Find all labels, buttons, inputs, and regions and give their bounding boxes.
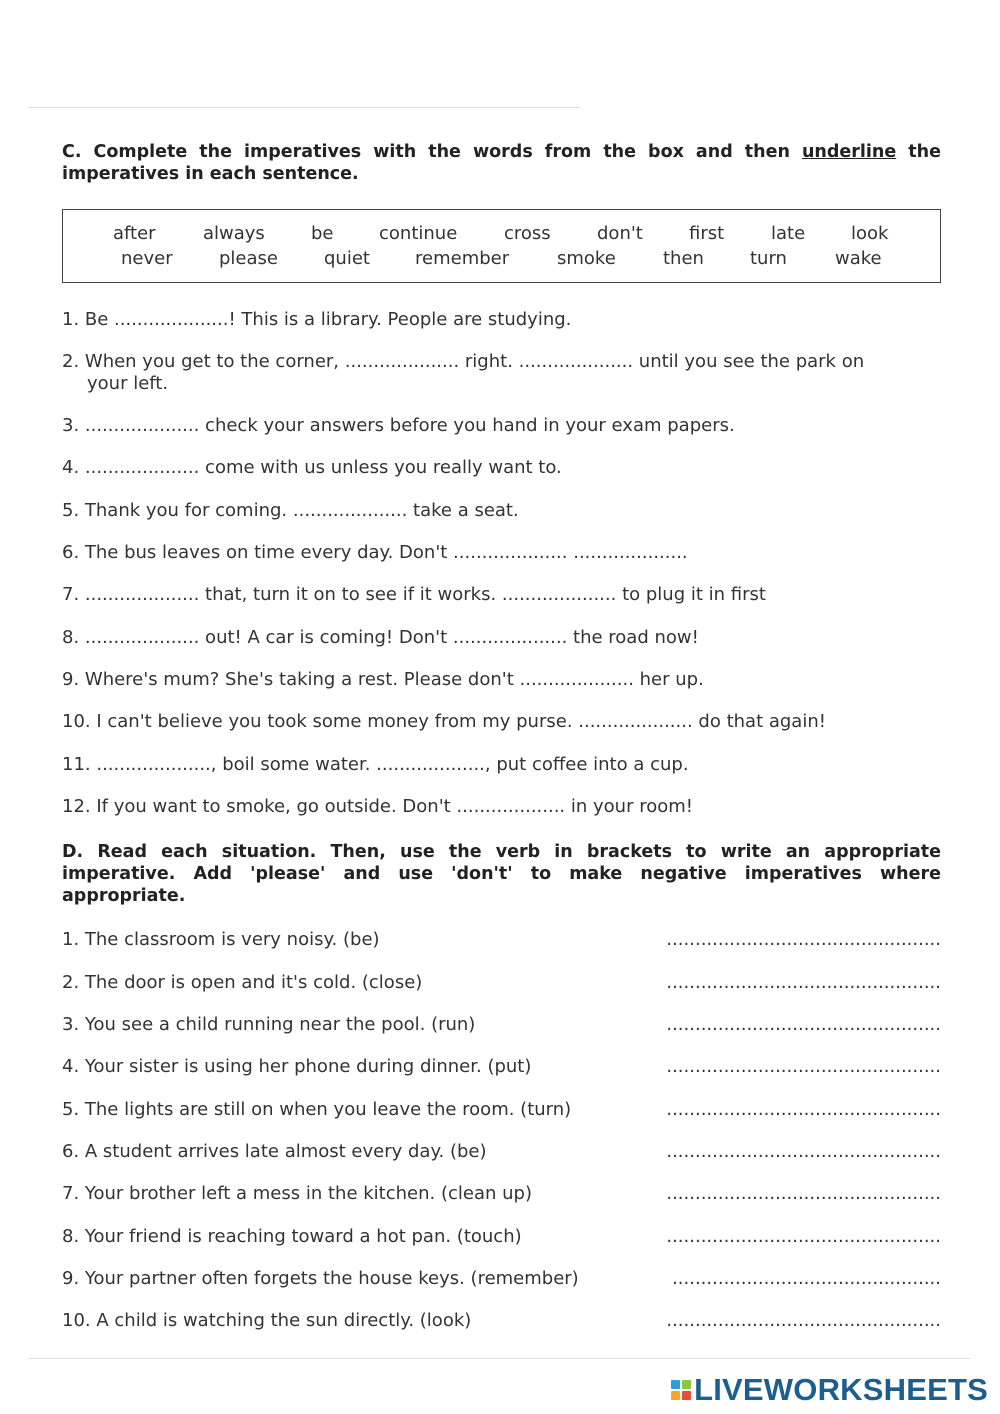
exercise-c-item: 1. Be ....................! This is a library. People are studying.: [62, 309, 572, 330]
answer-line[interactable]: ................................................: [666, 1183, 941, 1204]
logo-square: [682, 1391, 691, 1400]
answer-line[interactable]: ................................................: [666, 1099, 941, 1120]
word-box-word: be: [311, 223, 334, 244]
answer-line[interactable]: ...............................................: [672, 1268, 941, 1289]
answer-line[interactable]: ................................................: [666, 1141, 941, 1162]
word-box-word: late: [771, 223, 806, 244]
exercise-d-item: 5. The lights are still on when you leave the room. (turn): [62, 1099, 572, 1120]
exercise-d-item: 6. A student arrives late almost every day. (be): [62, 1141, 487, 1162]
logo-square: [682, 1380, 691, 1389]
word-box-word: look: [851, 223, 889, 244]
logo-text: LIVEWORKSHEETS: [694, 1372, 988, 1407]
exercise-d-item: 10. A child is watching the sun directly. (look): [62, 1310, 472, 1331]
answer-line[interactable]: ................................................: [666, 929, 941, 950]
exercise-c-item: 5. Thank you for coming. .................... take a seat.: [62, 500, 519, 521]
word-box-row-2: [63, 248, 940, 272]
word-box-word: smoke: [557, 248, 616, 269]
logo-square: [671, 1380, 680, 1389]
section-c-instruction: [62, 141, 941, 185]
section-c-instruction-post: the imperatives in each sentence.: [62, 142, 941, 184]
word-box-word: always: [203, 223, 265, 244]
answer-line[interactable]: ................................................: [666, 1014, 941, 1035]
exercise-c-item: 11. ...................., boil some water. ..................., put coffee into a cup.: [62, 754, 689, 775]
word-box-word: continue: [379, 223, 458, 244]
word-box-word: never: [121, 248, 173, 269]
exercise-c-item: 6. The bus leaves on time every day. Don't .................... ....................: [62, 542, 688, 563]
word-box-word: remember: [415, 248, 510, 269]
word-box-word: quiet: [324, 248, 370, 269]
answer-line[interactable]: ................................................: [666, 1056, 941, 1077]
exercise-c-item: [62, 351, 942, 395]
section-c-instruction-underlined: underline: [801, 142, 897, 162]
exercise-c-item-2-line-1: 2. When you get to the corner, .................... right. .................... until you see the park on: [62, 351, 865, 372]
exercise-d-item: 4. Your sister is using her phone during dinner. (put): [62, 1056, 532, 1077]
bottom-divider: [28, 1358, 970, 1359]
exercise-d-item: 7. Your brother left a mess in the kitchen. (clean up): [62, 1183, 532, 1204]
word-box-row-1: [63, 223, 940, 247]
answer-line[interactable]: ................................................: [666, 972, 941, 993]
word-box-word: after: [113, 223, 156, 244]
logo-square: [671, 1391, 680, 1400]
exercise-c-item: 9. Where's mum? She's taking a rest. Please don't .................... her up.: [62, 669, 704, 690]
exercise-c-item: 12. If you want to smoke, go outside. Don't ................... in your room!: [62, 796, 693, 817]
word-box-word: wake: [835, 248, 882, 269]
section-c-instruction-pre: C. Complete the imperatives with the words from the box and then: [62, 142, 802, 162]
exercise-c-item: 4. .................... come with us unless you really want to.: [62, 457, 562, 478]
word-box-word: turn: [750, 248, 787, 269]
exercise-c-item: 3. .................... check your answers before you hand in your exam papers.: [62, 415, 735, 436]
word-box: [62, 209, 941, 283]
word-box-word: cross: [504, 223, 551, 244]
top-divider: [28, 107, 581, 108]
section-d-instruction: D. Read each situation. Then, use the verb in brackets to write an appropriate imperative. Add 'please' and use 'don't' to make negative imperatives where appropriate.: [62, 842, 941, 906]
exercise-c-item: 10. I can't believe you took some money from my purse. .................... do that again!: [62, 711, 826, 732]
exercise-c-item: 8. .................... out! A car is coming! Don't .................... the road now!: [62, 627, 699, 648]
exercise-c-item-2-line-2: your left.: [87, 373, 169, 394]
word-box-word: then: [663, 248, 704, 269]
exercise-c-item: 7. .................... that, turn it on to see if it works. .................... to plug it in first: [62, 584, 766, 605]
word-box-word: please: [219, 248, 278, 269]
exercise-d-item: 9. Your partner often forgets the house keys. (remember): [62, 1268, 579, 1289]
exercise-d-item: 8. Your friend is reaching toward a hot pan. (touch): [62, 1226, 522, 1247]
exercise-d-item: 2. The door is open and it's cold. (close): [62, 972, 423, 993]
word-box-word: first: [689, 223, 725, 244]
exercise-d-item: 3. You see a child running near the pool. (run): [62, 1014, 476, 1035]
liveworksheets-logo: [671, 1372, 988, 1408]
answer-line[interactable]: ................................................: [666, 1226, 941, 1247]
word-box-word: don't: [597, 223, 643, 244]
exercise-d-item: 1. The classroom is very noisy. (be): [62, 929, 380, 950]
answer-line[interactable]: ................................................: [666, 1310, 941, 1331]
liveworksheets-mark-icon: [671, 1380, 691, 1400]
